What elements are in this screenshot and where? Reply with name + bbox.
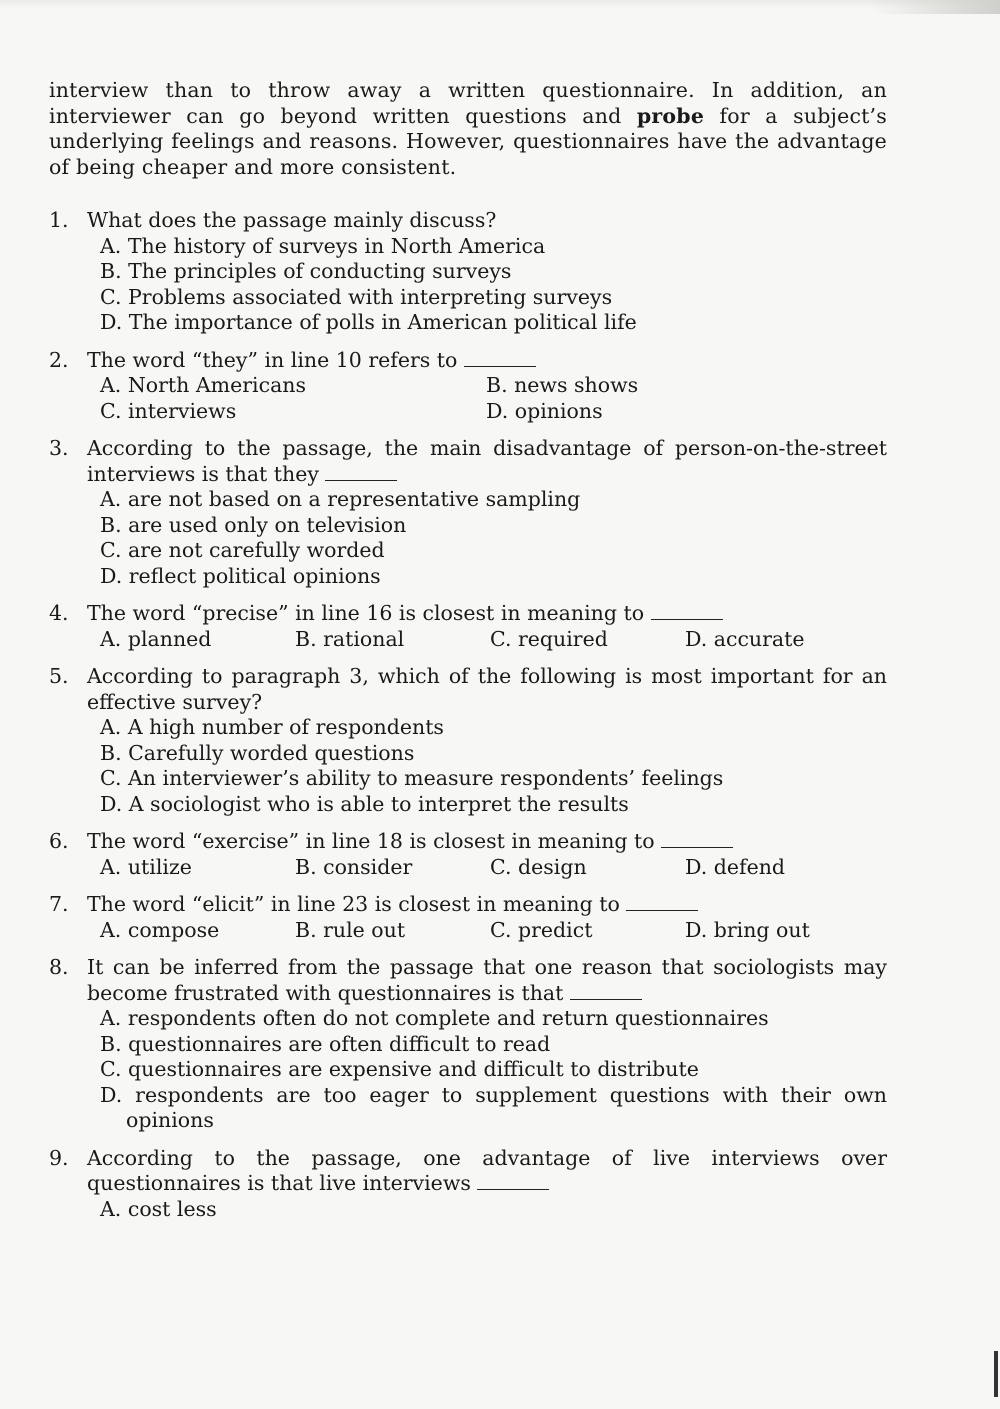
answer-option[interactable]: C. required — [490, 626, 608, 651]
answer-option[interactable]: A. compose — [100, 917, 220, 942]
question-stem: According to the passage, the main disadvantage of person-on-the-street interviews is that they — [87, 436, 887, 486]
answer-option[interactable]: D. opinions — [486, 398, 603, 423]
scan-shadow — [870, 0, 1000, 14]
answer-option[interactable]: B. news shows — [486, 373, 639, 397]
question-stem: The word “precise” in line 16 is closest in meaning to — [87, 601, 645, 625]
answer-blank[interactable] — [651, 601, 723, 620]
question-number: 3. — [49, 436, 69, 460]
question-item — [49, 955, 887, 1134]
question-number: 2. — [49, 347, 69, 372]
answer-option[interactable]: C. questionnaires are expensive and difficult to distribute — [100, 1057, 699, 1081]
answer-option[interactable]: D. accurate — [685, 626, 805, 651]
question-stem: The word “exercise” in line 18 is closest in meaning to — [87, 829, 655, 853]
question-number: 7. — [49, 892, 69, 916]
answer-options — [100, 627, 887, 653]
answer-option[interactable]: C. interviews — [100, 398, 237, 423]
question-stem: The word “elicit” in line 23 is closest in meaning to — [87, 892, 620, 916]
answer-option[interactable]: D. respondents are too eager to supplement questions with their own opinions — [100, 1082, 887, 1132]
answer-option[interactable]: C. design — [490, 854, 587, 879]
answer-option[interactable]: A. are not based on a representative sampling — [100, 487, 581, 511]
answer-options — [100, 1006, 887, 1134]
answer-option[interactable]: A. utilize — [100, 854, 192, 879]
answer-option[interactable]: C. Problems associated with interpreting surveys — [100, 284, 613, 309]
answer-blank[interactable] — [570, 981, 642, 1000]
passage-text-end: for a subject’s underlying feelings and reasons. However, questionnaires have the advantage of being cheaper and more consistent. — [49, 103, 887, 179]
answer-option[interactable]: D. A sociologist who is able to interpret the results — [100, 791, 629, 816]
passage-bold-word: probe — [636, 103, 705, 128]
question-text — [87, 436, 887, 487]
question-number: 8. — [49, 955, 69, 979]
question-text — [87, 955, 887, 1006]
question-list — [49, 208, 887, 1222]
worksheet-content — [49, 78, 887, 1222]
question-stem: It can be inferred from the passage that one reason that sociologists may become frustrated with questionnaires is that — [87, 955, 887, 1005]
answer-option[interactable]: B. questionnaires are often difficult to read — [100, 1031, 551, 1056]
answer-option[interactable]: C. are not carefully worded — [100, 538, 385, 562]
question-text — [87, 892, 887, 918]
answer-options — [100, 373, 887, 424]
question-text — [87, 829, 887, 855]
answer-option[interactable]: B. rational — [295, 626, 405, 651]
answer-option[interactable]: D. bring out — [685, 917, 810, 942]
question-item — [49, 208, 887, 336]
question-text — [87, 664, 887, 715]
answer-blank[interactable] — [626, 892, 698, 911]
question-number: 4. — [49, 601, 69, 625]
answer-option[interactable]: C. An interviewer’s ability to measure respondents’ feelings — [100, 766, 724, 790]
answer-option[interactable]: A. planned — [100, 626, 212, 651]
answer-option[interactable]: B. rule out — [295, 917, 406, 942]
question-stem: The word “they” in line 10 refers to — [87, 347, 458, 372]
question-item — [49, 1146, 887, 1223]
answer-option[interactable]: A. cost less — [100, 1196, 217, 1221]
question-number: 1. — [49, 208, 69, 232]
scan-edge-mark — [994, 1351, 998, 1397]
answer-options — [100, 1197, 887, 1223]
question-item — [49, 664, 887, 817]
question-text — [87, 601, 887, 627]
answer-option[interactable]: A. North Americans — [100, 373, 307, 397]
question-stem: According to the passage, one advantage of live interviews over questionnaires is that live interviews — [87, 1145, 887, 1195]
passage-paragraph — [49, 78, 887, 180]
question-item — [49, 829, 887, 880]
answer-options — [100, 715, 887, 817]
question-number: 9. — [49, 1145, 69, 1170]
answer-option[interactable]: C. predict — [490, 917, 593, 942]
answer-option[interactable]: B. The principles of conducting surveys — [100, 259, 512, 283]
answer-option[interactable]: A. respondents often do not complete and return questionnaires — [100, 1006, 769, 1030]
answer-option[interactable]: D. defend — [685, 854, 786, 879]
answer-blank[interactable] — [477, 1171, 549, 1190]
answer-option[interactable]: B. consider — [295, 854, 413, 879]
answer-option[interactable]: A. The history of surveys in North America — [100, 233, 546, 258]
answer-option[interactable]: B. are used only on television — [100, 512, 407, 537]
answer-blank[interactable] — [464, 348, 536, 367]
question-number: 6. — [49, 829, 69, 853]
answer-option[interactable]: D. The importance of polls in American political life — [100, 310, 637, 334]
answer-option[interactable]: A. A high number of respondents — [100, 715, 444, 739]
answer-options — [100, 487, 887, 589]
question-text — [87, 348, 887, 374]
page-top-edge — [0, 0, 1000, 8]
question-number: 5. — [49, 664, 69, 688]
answer-option[interactable]: D. reflect political opinions — [100, 563, 381, 588]
question-item — [49, 436, 887, 589]
question-item — [49, 892, 887, 943]
question-text — [87, 1146, 887, 1197]
answer-blank[interactable] — [325, 462, 397, 481]
answer-options — [100, 855, 887, 881]
answer-options — [100, 918, 887, 944]
question-stem: What does the passage mainly discuss? — [87, 208, 497, 232]
answer-option[interactable]: B. Carefully worded questions — [100, 740, 415, 765]
question-item — [49, 348, 887, 425]
passage-text-start: interview than to throw away a written questionnaire. In addition, an interviewer can go beyond written questions and — [49, 78, 887, 128]
question-item — [49, 601, 887, 652]
question-text — [87, 208, 887, 234]
answer-options — [100, 234, 887, 336]
answer-blank[interactable] — [661, 829, 733, 848]
question-stem: According to paragraph 3, which of the following is most important for an effective survey? — [87, 664, 887, 714]
